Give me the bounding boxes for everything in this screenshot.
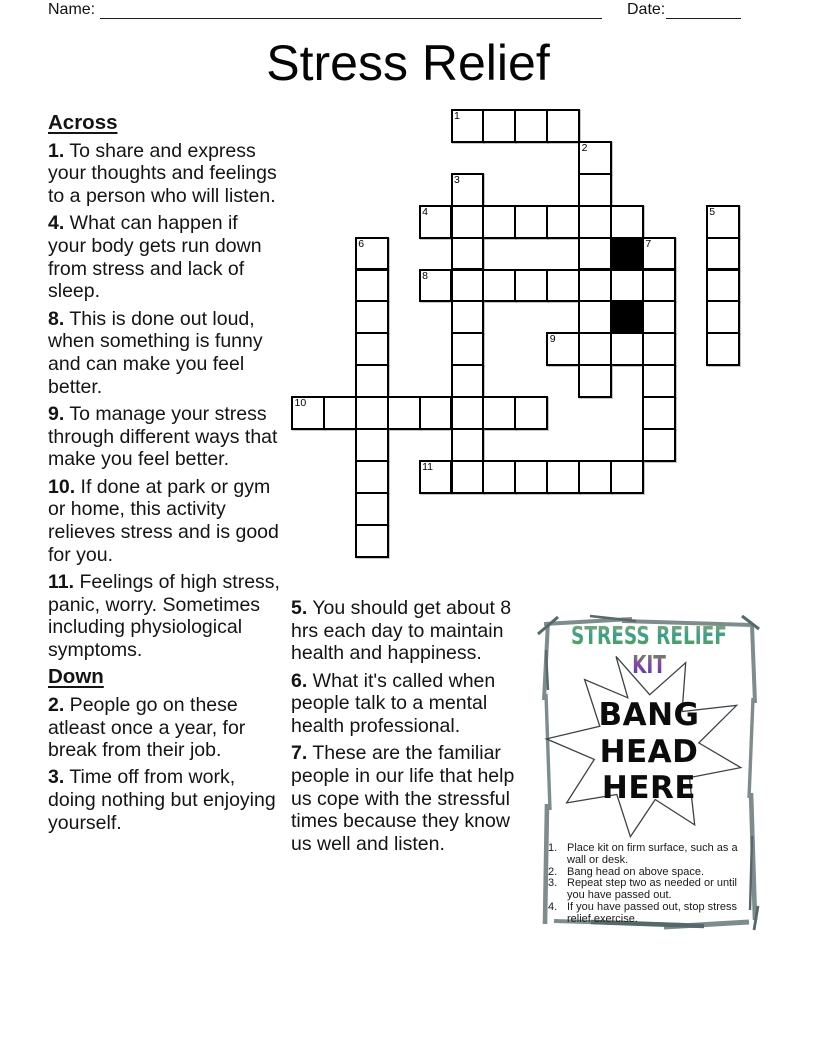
instruction-number: 3. xyxy=(548,877,558,890)
grid-cell[interactable] xyxy=(578,237,612,271)
across-heading: Across xyxy=(48,111,118,134)
grid-cell[interactable] xyxy=(419,269,453,303)
grid-cell[interactable] xyxy=(642,269,676,303)
grid-cell[interactable] xyxy=(642,237,676,271)
clue-number: 4. xyxy=(48,212,65,235)
kit-instruction-item xyxy=(548,878,752,902)
clue-number: 8. xyxy=(48,307,65,330)
grid-cell[interactable] xyxy=(642,396,676,430)
grid-cell[interactable] xyxy=(578,460,612,494)
instruction-number: 1. xyxy=(548,842,558,854)
clue-item xyxy=(48,476,281,567)
grid-cell[interactable] xyxy=(546,269,580,303)
grid-cell[interactable] xyxy=(514,460,548,494)
stress-relief-kit-image xyxy=(536,608,762,938)
grid-cell[interactable] xyxy=(355,396,389,430)
across-clue-list xyxy=(48,140,281,662)
clue-number: 7. xyxy=(291,742,308,765)
instruction-text: If you have passed out, stop stress relief exercise. xyxy=(567,900,737,925)
grid-cell[interactable] xyxy=(706,269,740,303)
clue-number: 5. xyxy=(291,597,308,619)
cell-number: 3 xyxy=(454,173,460,186)
cell-number: 2 xyxy=(581,141,588,154)
grid-cell[interactable] xyxy=(451,332,485,366)
grid-cell[interactable] xyxy=(482,109,516,143)
grid-cell[interactable] xyxy=(642,364,676,398)
grid-cell[interactable] xyxy=(706,332,740,366)
instruction-text: Repeat step two as needed or until you have passed out. xyxy=(567,877,738,902)
bang-line: HEAD xyxy=(599,733,699,770)
grid-cell[interactable] xyxy=(514,396,548,430)
bang-head-here-text xyxy=(536,697,762,807)
grid-cell[interactable] xyxy=(355,300,389,334)
grid-cell[interactable] xyxy=(610,269,644,303)
grid-cell[interactable] xyxy=(578,141,612,175)
grid-cell[interactable] xyxy=(451,109,485,143)
grid-cell[interactable] xyxy=(451,364,485,398)
page-title: Stress Relief xyxy=(266,35,550,91)
grid-cell[interactable] xyxy=(355,237,389,271)
grid-cell[interactable] xyxy=(642,332,676,366)
clue-text: Time off from work, doing nothing but enjoying yourself. xyxy=(48,766,276,834)
grid-cell[interactable] xyxy=(546,205,580,239)
grid-cell[interactable] xyxy=(642,300,676,334)
clue-number: 10. xyxy=(48,475,76,498)
clue-column-middle xyxy=(291,597,531,860)
grid-cell[interactable] xyxy=(355,460,389,494)
clue-text: People go on these atleast once a year, for break from their job. xyxy=(48,693,246,762)
grid-cell[interactable] xyxy=(578,205,612,239)
grid-cell[interactable] xyxy=(546,109,580,143)
grid-cell[interactable] xyxy=(355,364,389,398)
grid-cell[interactable] xyxy=(387,396,421,430)
instruction-text: Bang head on above space. xyxy=(567,865,705,878)
grid-cell[interactable] xyxy=(578,269,612,303)
clue-number: 3. xyxy=(48,766,65,789)
grid-cell[interactable] xyxy=(482,460,516,494)
grid-cell[interactable] xyxy=(546,460,580,494)
grid-cell[interactable] xyxy=(291,396,325,430)
kit-instruction-item xyxy=(548,843,752,867)
cell-number: 7 xyxy=(645,237,652,250)
grid-cell[interactable] xyxy=(514,269,548,303)
clue-text: If done at park or gym or home, this activity relieves stress and is good for you. xyxy=(48,475,279,566)
clue-number: 9. xyxy=(48,402,65,425)
grid-cell[interactable] xyxy=(419,205,453,239)
clue-item xyxy=(48,308,281,399)
clue-item xyxy=(291,742,531,856)
grid-cell[interactable] xyxy=(610,332,644,366)
grid-cell[interactable] xyxy=(610,460,644,494)
grid-cell[interactable] xyxy=(323,396,357,430)
name-label: Name: xyxy=(48,1,96,18)
grid-cell-black xyxy=(610,300,644,334)
grid-cell[interactable] xyxy=(355,492,389,526)
clue-text: What it's called when people talk to a mental health professional. xyxy=(291,669,496,738)
grid-cell[interactable] xyxy=(419,396,453,430)
grid-cell[interactable] xyxy=(451,460,485,494)
date-label: Date: xyxy=(627,1,666,18)
grid-cell[interactable] xyxy=(482,396,516,430)
grid-cell[interactable] xyxy=(578,364,612,398)
grid-cell[interactable] xyxy=(451,237,485,271)
grid-cell[interactable] xyxy=(451,205,485,239)
grid-cell[interactable] xyxy=(451,300,485,334)
down-clue-list-middle xyxy=(291,597,531,856)
grid-cell[interactable] xyxy=(419,460,453,494)
grid-cell[interactable] xyxy=(482,269,516,303)
kit-title: STRESS RELIEF KIT xyxy=(565,621,732,679)
down-heading: Down xyxy=(48,665,104,689)
grid-cell[interactable] xyxy=(578,173,612,207)
clue-item xyxy=(48,140,281,208)
grid-cell[interactable] xyxy=(451,173,485,207)
bang-line: HERE xyxy=(601,770,697,806)
grid-cell[interactable] xyxy=(514,109,548,143)
grid-cell[interactable] xyxy=(578,300,612,334)
grid-cell[interactable] xyxy=(451,269,485,303)
cell-number: 1 xyxy=(454,110,460,122)
grid-cell[interactable] xyxy=(706,237,740,271)
cell-number: 9 xyxy=(549,333,556,346)
grid-cell[interactable] xyxy=(355,269,389,303)
grid-cell[interactable] xyxy=(355,332,389,366)
clue-item xyxy=(291,597,531,665)
clue-item xyxy=(48,694,281,762)
kit-instruction-item xyxy=(548,902,752,926)
grid-cell[interactable] xyxy=(706,300,740,334)
clue-text: You should get about 8 hrs each day to maintain health and happiness. xyxy=(291,597,512,665)
clue-item xyxy=(48,766,281,834)
clue-item xyxy=(48,212,281,303)
grid-cell[interactable] xyxy=(355,428,389,462)
instruction-text: Place kit on firm surface, such as a wall or desk. xyxy=(567,842,738,866)
instruction-number: 4. xyxy=(548,900,558,913)
kit-instructions xyxy=(548,843,752,926)
clue-column-left xyxy=(48,112,281,839)
clue-text: This is done out loud, when something is funny and can make you feel better. xyxy=(48,307,263,398)
grid-cell[interactable] xyxy=(451,396,485,430)
cell-number: 11 xyxy=(422,460,433,473)
grid-cell[interactable] xyxy=(578,332,612,366)
cell-number: 4 xyxy=(422,205,428,218)
clue-text: To share and express your thoughts and feelings to a person who will listen. xyxy=(48,139,277,208)
grid-cell[interactable] xyxy=(642,428,676,462)
clue-item xyxy=(291,670,531,738)
instruction-number: 2. xyxy=(548,865,558,878)
cell-number: 10 xyxy=(294,397,307,410)
clue-text: What can happen if your body gets run down from stress and lack of sleep. xyxy=(48,212,262,303)
grid-cell[interactable] xyxy=(451,428,485,462)
grid-cell[interactable] xyxy=(514,205,548,239)
cell-number: 6 xyxy=(358,237,365,250)
clue-text: To manage your stress through different ways that make you feel better. xyxy=(48,402,278,471)
clue-number: 11. xyxy=(48,570,75,593)
grid-cell[interactable] xyxy=(355,524,389,558)
clue-text: These are the familiar people in our life that help us cope with the stressful times because they know us well and listen. xyxy=(291,742,515,856)
bang-line: BANG xyxy=(598,697,700,733)
grid-cell[interactable] xyxy=(482,205,516,239)
clue-text: Feelings of high stress, panic, worry. Sometimes including physiological symptoms. xyxy=(48,570,280,661)
clue-number: 2. xyxy=(48,693,65,716)
clue-number: 1. xyxy=(48,139,65,162)
clue-number: 6. xyxy=(291,669,308,692)
clue-item xyxy=(48,403,281,471)
grid-cell[interactable] xyxy=(546,332,580,366)
grid-cell[interactable] xyxy=(706,205,740,239)
cell-number: 8 xyxy=(422,269,428,282)
grid-cell[interactable] xyxy=(610,205,644,239)
down-clue-list-left xyxy=(48,694,281,835)
grid-cell-black xyxy=(610,237,644,271)
clue-item xyxy=(48,571,281,662)
cell-number: 5 xyxy=(709,205,716,218)
